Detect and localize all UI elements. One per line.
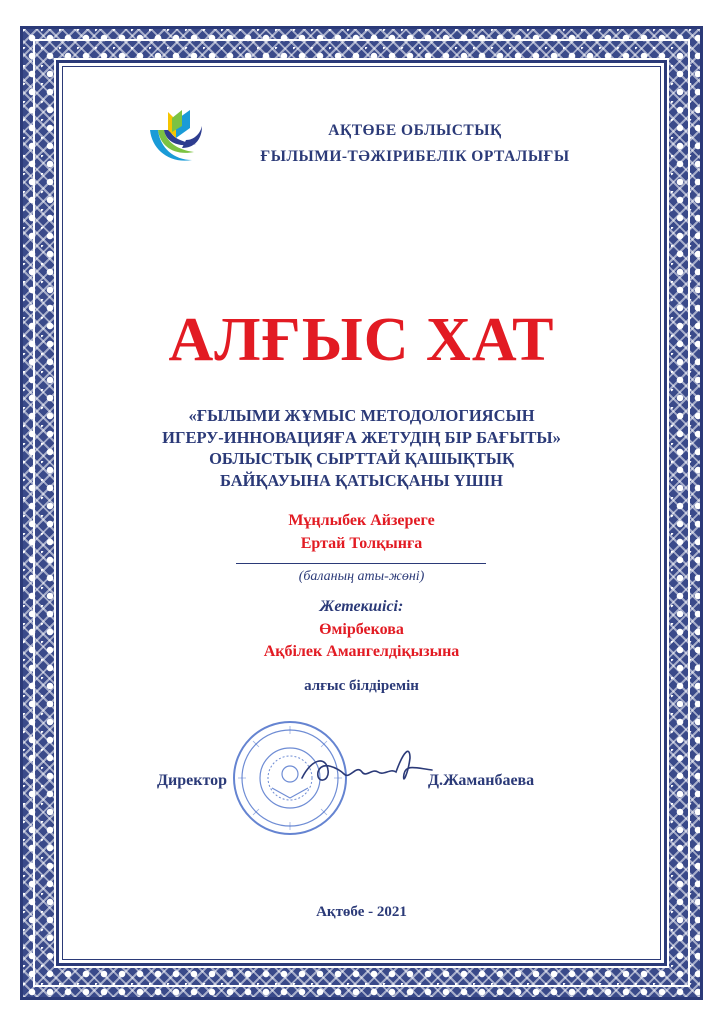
subject-line-3: ОБЛЫСТЫҚ СЫРТТАЙ ҚАШЫҚТЫҚ: [209, 449, 514, 468]
contest-subject: [90, 405, 633, 491]
place-and-year: Ақтөбе - 2021: [316, 904, 407, 920]
director-name: Д.Жаманбаева: [428, 772, 535, 789]
subject-line-4: БАЙҚАУЫНА ҚАТЫСҚАНЫ ҮШІН: [220, 470, 503, 490]
organization-name: [215, 118, 615, 170]
subject-line-1: «ҒЫЛЫМИ ЖҰМЫС МЕТОДОЛОГИЯСЫН: [188, 406, 535, 425]
name-caption: (баланың аты-жөні): [298, 569, 425, 584]
thanks-text: алғыс білдіремін: [304, 678, 419, 694]
certificate-title: АЛҒЫС ХАТ: [168, 306, 555, 374]
supervisor-label: Жетекшісі:: [319, 598, 404, 615]
organization-line-2: ҒЫЛЫМИ-ТӘЖІРИБЕЛІК ОРТАЛЫҒЫ: [260, 148, 570, 165]
supervisor-given-name: Ақбілек Амангелдіқызына: [263, 643, 460, 660]
recipient-name-1: Мұңлыбек Айзереге: [288, 512, 435, 529]
director-signature-icon: [292, 738, 442, 798]
recipient-name-2: Ертай Толқынға: [300, 535, 423, 552]
director-label: Директор: [157, 772, 227, 789]
recipient-names: [200, 509, 523, 555]
name-underline: [236, 563, 486, 564]
subject-line-2: ИГЕРУ-ИННОВАЦИЯҒА ЖЕТУДІҢ БІР БАҒЫТЫ»: [162, 427, 561, 447]
supervisor-name: [180, 619, 543, 663]
center-logo-icon: [142, 100, 212, 170]
organization-line-1: АҚТӨБЕ ОБЛЫСТЫҚ: [328, 122, 502, 139]
supervisor-surname: Өмірбекова: [319, 621, 404, 638]
